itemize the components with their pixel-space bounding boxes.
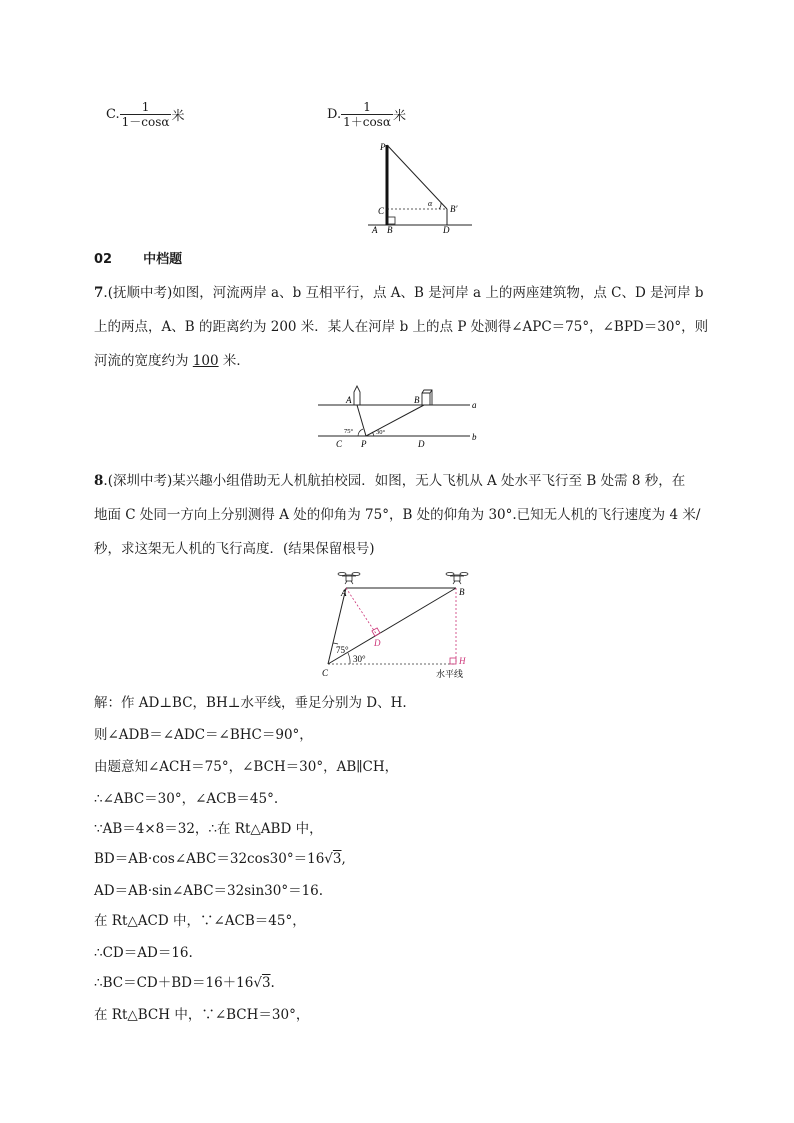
building-a [354,386,360,405]
solution-line-9: ∴CD＝AD＝16. [94,945,193,961]
q7-line3-post: 米． [218,353,250,369]
q7-line3-pre: 河流的宽度约为 [94,353,193,369]
right-angle-mark [388,217,395,224]
figure-drone-diagram [316,568,476,682]
label-b-prime: B′ [450,204,458,214]
option-c-denominator: 1－cosα [121,115,170,129]
option-d-letter: D. [327,107,342,122]
drone-a-icon [338,573,360,585]
solution-line-6 [94,850,346,868]
label-angle-75: 75° [336,645,349,655]
q7-answer: 100 [192,353,219,369]
label-p: P [361,439,367,449]
option-d-numerator: 1 [363,100,371,114]
option-c [106,100,184,129]
label-bank-a: a [472,400,477,410]
q8-line2: 地面 C 处同一方向上分别测得 A 处的仰角为 75°，B 处的仰角为 30°.已知无人机的飞行速度为 4 米/ [94,507,701,523]
figure-river-diagram [314,384,484,450]
q7-text-line1: .(抚顺中考)如图，河流两岸 a、b 互相平行，点 A、B 是河岸 a 上的两座建筑物，点 C、D 是河岸 b [103,285,704,301]
solution-line-3: 由题意知∠ACH＝75°，∠BCH＝30°，AB∥CH， [94,759,399,775]
q7-line2: 上的两点，A、B 的距离约为 200 米．某人在河岸 b 上的点 P 处测得∠APC＝75°，∠BPD＝30°，则 [94,319,709,335]
q8-number: 8 [94,473,104,489]
solution-line-6-post: , [341,851,346,867]
angle-arc-75 [358,429,363,436]
building-b [422,390,432,405]
label-h: H [459,656,466,666]
option-d-fraction [341,100,393,129]
figure-pole-diagram [360,136,480,236]
section-header [94,248,182,267]
label-c: C [378,206,385,216]
label-d: D [374,638,381,648]
label-a: A [346,395,352,405]
label-b: B [459,587,465,597]
label-b: B [387,225,393,235]
alpha-arc [439,203,441,209]
option-d-unit: 米 [392,109,406,124]
solution-line-10-pre: ∴BC＝CD＋BD＝16＋16 [94,975,254,991]
section-number: 02 [94,252,113,267]
sqrt-symbol: √ [324,851,333,867]
solution-line-1: 解：作 AD⊥BC，BH⊥水平线，垂足分别为 D、H. [94,695,407,711]
solution-line-11: 在 Rt△BCH 中，∵∠BCH＝30°， [94,1007,310,1023]
q8-line1 [94,472,685,490]
option-d [327,100,406,129]
solution-line-7: AD＝AB·sin∠ABC＝32sin30°＝16. [94,883,324,899]
angle-arc-75 [333,643,338,644]
label-angle-30: 30° [353,654,366,664]
solution-line-6-pre: BD＝AB·cos∠ABC＝32cos30°＝16 [94,851,325,867]
label-angle-30: 30° [376,429,386,436]
line-ad [346,588,377,635]
q7-number: 7 [94,285,104,301]
line-pa [357,405,366,436]
option-c-fraction [120,100,172,129]
sqrt-symbol: √ [253,975,262,991]
solution-line-8: 在 Rt△ACD 中，∵∠ACB＝45°， [94,913,306,929]
solution-line-10 [94,974,275,992]
solution-line-2: 则∠ADB＝∠ADC＝∠BHC＝90°， [94,727,313,743]
option-c-letter: C. [106,107,120,122]
solution-line-10-radicand: 3 [261,975,271,991]
solution-line-10-post: . [270,975,275,991]
label-bank-b: b [472,432,477,442]
option-d-denominator: 1＋cosα [343,115,391,129]
line-pb [366,405,424,436]
q7-line1 [94,284,704,302]
label-angle-75: 75° [344,428,354,435]
label-c: C [322,668,329,678]
solution-line-6-radicand: 3 [332,851,342,867]
q8-text-line1: .(深圳中考)某兴趣小组借助无人机航拍校园．如图，无人飞机从 A 处水平飞行至 B 处需 8 秒，在 [103,473,686,489]
label-alpha: α [428,199,433,208]
label-horizontal-line: 水平线 [436,669,464,679]
label-c: C [336,439,343,449]
label-a: A [341,588,347,598]
label-b: B [414,395,420,405]
option-c-numerator: 1 [141,100,150,114]
label-a: A [372,225,378,235]
label-p: P [380,142,386,152]
option-c-unit: 米 [171,109,185,124]
q7-line3 [94,352,250,370]
q8-line3: 秒，求这架无人机的飞行高度．(结果保留根号) [94,541,375,557]
slant-line [387,145,447,209]
solution-line-4: ∴∠ABC＝30°，∠ACB＝45°. [94,791,279,807]
drone-b-icon [446,573,468,585]
solution-line-5: ∵AB＝4×8＝32，∴在 Rt△ABD 中， [94,821,323,837]
right-angle-h [450,658,456,664]
label-d: D [443,225,450,235]
section-title: 中档题 [143,252,183,267]
label-d: D [418,439,425,449]
